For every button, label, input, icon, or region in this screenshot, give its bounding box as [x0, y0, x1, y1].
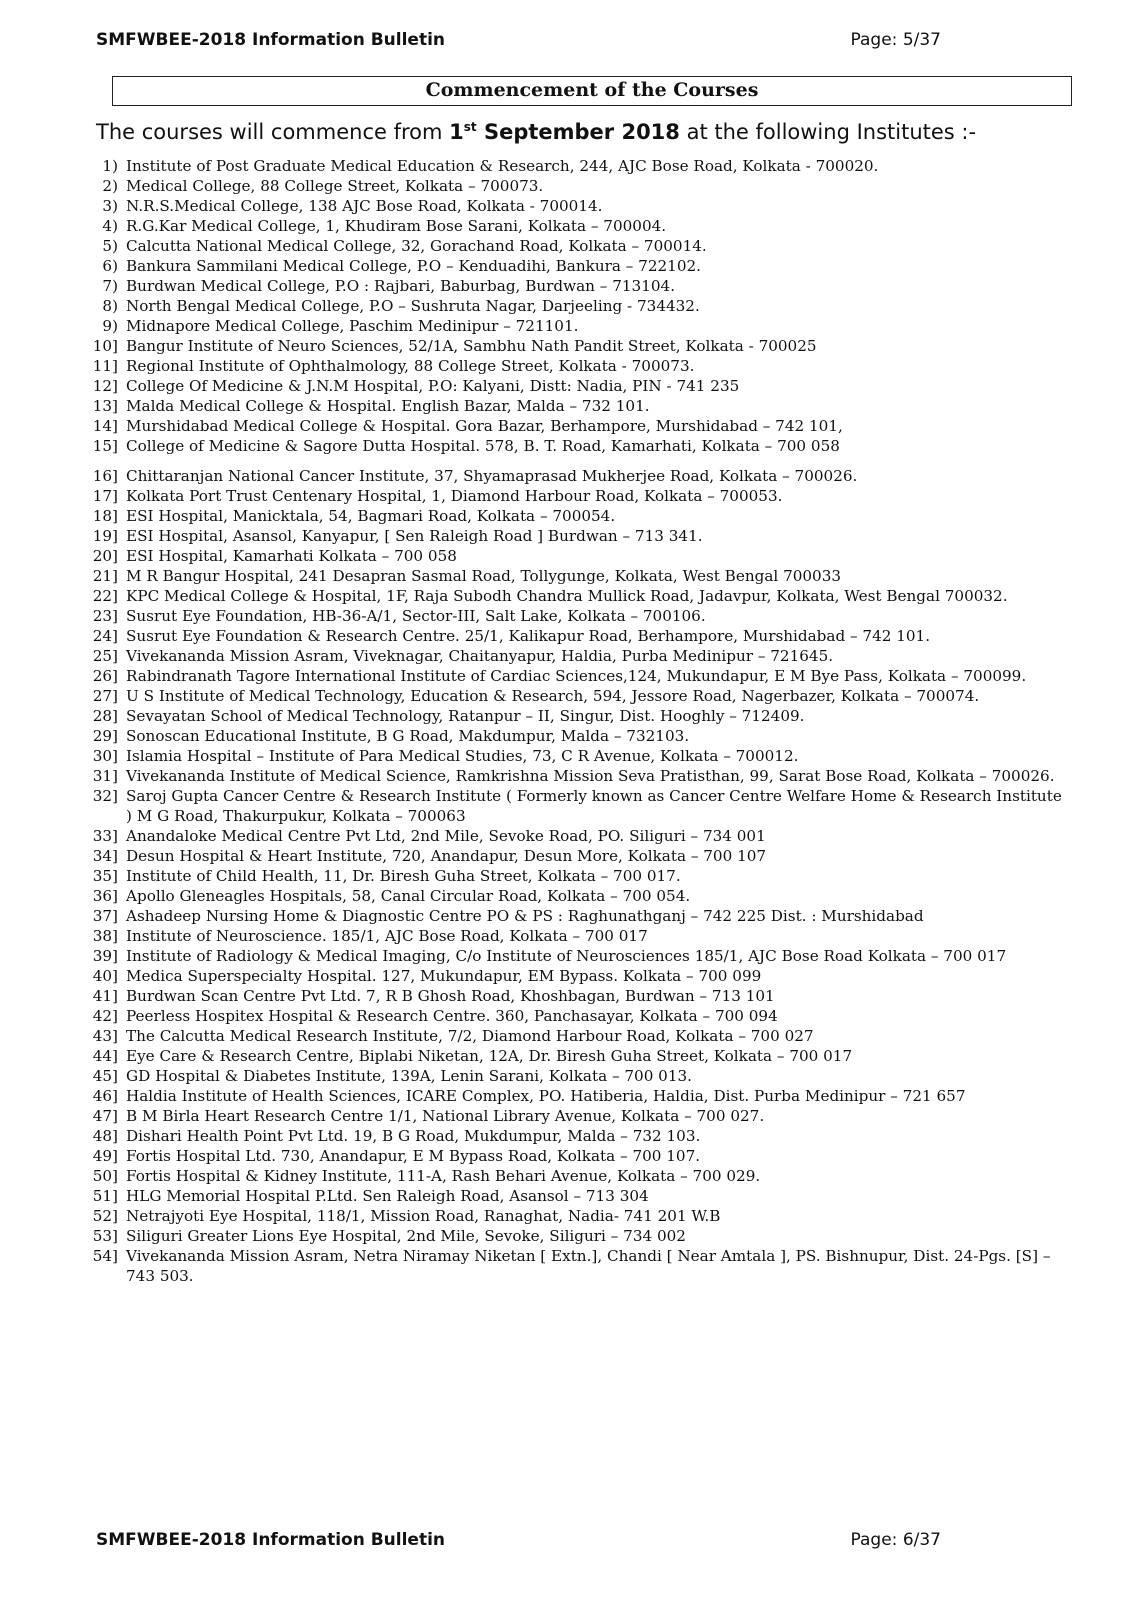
list-item-number: 4)	[102, 217, 118, 235]
list-item-text: Sonoscan Educational Institute, B G Road, Makdumpur, Malda – 732103.	[126, 727, 690, 745]
list-item-number: 12]	[92, 377, 118, 395]
list-item-number: 44]	[92, 1047, 118, 1065]
footer-page-number: Page: 6/37	[850, 1530, 941, 1550]
list-item-text: HLG Memorial Hospital P.Ltd. Sen Raleigh Road, Asansol – 713 304	[126, 1187, 649, 1205]
list-item	[82, 316, 1072, 336]
list-item-text: Institute of Child Health, 11, Dr. Biresh Guha Street, Kolkata – 700 017.	[126, 867, 681, 885]
list-item-text: Apollo Gleneagles Hospitals, 58, Canal Circular Road, Kolkata – 700 054.	[126, 887, 691, 905]
list-item-number: 3)	[102, 197, 118, 215]
list-item-text: Medica Superspecialty Hospital. 127, Mukundapur, EM Bypass. Kolkata – 700 099	[126, 967, 762, 985]
list-item-number: 13]	[92, 397, 118, 415]
list-item	[82, 926, 1072, 946]
list-item-text: Eye Care & Research Centre, Biplabi Niketan, 12A, Dr. Biresh Guha Street, Kolkata – 700 017	[126, 1047, 853, 1065]
list-item-text: Institute of Neuroscience. 185/1, AJC Bose Road, Kolkata – 700 017	[126, 927, 648, 945]
header-page-number: Page: 5/37	[850, 30, 941, 50]
list-item-text: Calcutta National Medical College, 32, Gorachand Road, Kolkata – 700014.	[126, 237, 707, 255]
list-item-text: Saroj Gupta Cancer Centre & Research Institute ( Formerly known as Cancer Centre Welfare Home & Research Institute ) M G Road, Thakurpukur, Kolkata – 700063	[126, 787, 1062, 825]
list-item-number: 23]	[92, 607, 118, 625]
list-item-text: Regional Institute of Ophthalmology, 88 College Street, Kolkata - 700073.	[126, 357, 695, 375]
list-item-text: M R Bangur Hospital, 241 Desapran Sasmal Road, Tollygunge, Kolkata, West Bengal 700033	[126, 567, 842, 585]
list-item-text: Murshidabad Medical College & Hospital. Gora Bazar, Berhampore, Murshidabad – 742 101,	[126, 417, 843, 435]
list-item-number: 25]	[92, 647, 118, 665]
list-item-number: 48]	[92, 1127, 118, 1145]
list-item-text: Kolkata Port Trust Centenary Hospital, 1, Diamond Harbour Road, Kolkata – 700053.	[126, 487, 783, 505]
list-item-number: 37]	[92, 907, 118, 925]
list-item	[82, 1186, 1072, 1206]
list-item-number: 26]	[92, 667, 118, 685]
intro-sentence	[96, 120, 976, 144]
list-item	[82, 1066, 1072, 1086]
list-item	[82, 746, 1072, 766]
intro-pre: The courses will commence from	[96, 120, 450, 144]
list-item	[82, 1206, 1072, 1226]
list-item-text: Vivekananda Mission Asram, Netra Niramay Niketan [ Extn.], Chandi [ Near Amtala ], PS. Bishnupur, Dist. 24-Pgs. [S] – 743 503.	[126, 1247, 1051, 1285]
list-item-number: 41]	[92, 987, 118, 1005]
list-item	[82, 1226, 1072, 1246]
list-item	[82, 686, 1072, 706]
list-item-text: Institute of Radiology & Medical Imaging, C/o Institute of Neurosciences 185/1, AJC Bose Road Kolkata – 700 017	[126, 947, 1007, 965]
list-item-number: 28]	[92, 707, 118, 725]
list-item-number: 5)	[102, 237, 118, 255]
list-item-text: Fortis Hospital Ltd. 730, Anandapur, E M Bypass Road, Kolkata – 700 107.	[126, 1147, 701, 1165]
list-item	[82, 526, 1072, 546]
list-item-number: 36]	[92, 887, 118, 905]
list-item-number: 47]	[92, 1107, 118, 1125]
list-item-text: Netrajyoti Eye Hospital, 118/1, Mission Road, Ranaghat, Nadia- 741 201 W.B	[126, 1207, 721, 1225]
list-item-number: 1)	[102, 157, 118, 175]
list-item-number: 15]	[92, 437, 118, 455]
list-item-number: 35]	[92, 867, 118, 885]
list-item-text: Desun Hospital & Heart Institute, 720, Anandapur, Desun More, Kolkata – 700 107	[126, 847, 767, 865]
list-item	[82, 236, 1072, 256]
list-item-number: 14]	[92, 417, 118, 435]
list-item	[82, 216, 1072, 236]
list-item	[82, 1146, 1072, 1166]
list-item-text: Susrut Eye Foundation & Research Centre. 25/1, Kalikapur Road, Berhampore, Murshidabad – 742 101.	[126, 627, 931, 645]
list-item-number: 2)	[102, 177, 118, 195]
list-item-number: 50]	[92, 1167, 118, 1185]
list-item-number: 19]	[92, 527, 118, 545]
list-item-number: 53]	[92, 1227, 118, 1245]
list-item	[82, 986, 1072, 1006]
list-item-text: Chittaranjan National Cancer Institute, 37, Shyamaprasad Mukherjee Road, Kolkata – 700026.	[126, 467, 858, 485]
intro-date: 1st September 2018	[449, 120, 680, 144]
list-item	[82, 1126, 1072, 1146]
list-item-text: ESI Hospital, Kamarhati Kolkata – 700 058	[126, 547, 457, 565]
list-item-number: 45]	[92, 1067, 118, 1085]
list-item-number: 32]	[92, 787, 118, 805]
list-item-number: 30]	[92, 747, 118, 765]
list-item-text: ESI Hospital, Asansol, Kanyapur, [ Sen Raleigh Road ] Burdwan – 713 341.	[126, 527, 703, 545]
list-item-text: College Of Medicine & J.N.M Hospital, P.O: Kalyani, Distt: Nadia, PIN - 741 235	[126, 377, 740, 395]
list-item-number: 16]	[92, 467, 118, 485]
intro-post: at the following Institutes :-	[679, 120, 977, 144]
list-item-number: 21]	[92, 567, 118, 585]
list-item	[82, 416, 1072, 436]
list-item-text: B M Birla Heart Research Centre 1/1, National Library Avenue, Kolkata – 700 027.	[126, 1107, 765, 1125]
list-item	[82, 276, 1072, 296]
list-item-number: 39]	[92, 947, 118, 965]
list-item-text: Bangur Institute of Neuro Sciences, 52/1A, Sambhu Nath Pandit Street, Kolkata - 700025	[126, 337, 817, 355]
list-item-text: GD Hospital & Diabetes Institute, 139A, Lenin Sarani, Kolkata – 700 013.	[126, 1067, 693, 1085]
list-item-text: Burdwan Scan Centre Pvt Ltd. 7, R B Ghosh Road, Khoshbagan, Burdwan – 713 101	[126, 987, 775, 1005]
list-item-text: Susrut Eye Foundation, HB-36-A/1, Sector-III, Salt Lake, Kolkata – 700106.	[126, 607, 706, 625]
list-item-number: 11]	[92, 357, 118, 375]
list-item-text: Dishari Health Point Pvt Ltd. 19, B G Road, Mukdumpur, Malda – 732 103.	[126, 1127, 701, 1145]
list-item-number: 17]	[92, 487, 118, 505]
list-item	[82, 1046, 1072, 1066]
list-item	[82, 396, 1072, 416]
list-item-text: N.R.S.Medical College, 138 AJC Bose Road, Kolkata - 700014.	[126, 197, 603, 215]
list-item	[82, 886, 1072, 906]
list-item	[82, 296, 1072, 316]
list-item-text: R.G.Kar Medical College, 1, Khudiram Bose Sarani, Kolkata – 700004.	[126, 217, 667, 235]
list-item	[82, 156, 1072, 176]
list-item-number: 31]	[92, 767, 118, 785]
list-item-text: Malda Medical College & Hospital. English Bazar, Malda – 732 101.	[126, 397, 650, 415]
list-item	[82, 766, 1072, 786]
list-item	[82, 646, 1072, 666]
list-item-text: Burdwan Medical College, P.O : Rajbari, Baburbag, Burdwan – 713104.	[126, 277, 676, 295]
list-item-text: Haldia Institute of Health Sciences, ICARE Complex, PO. Hatiberia, Haldia, Dist. Purba Medinipur – 721 657	[126, 1087, 966, 1105]
list-item-text: Vivekananda Mission Asram, Viveknagar, Chaitanyapur, Haldia, Purba Medinipur – 721645.	[126, 647, 834, 665]
list-item-text: North Bengal Medical College, P.O – Sushruta Nagar, Darjeeling - 734432.	[126, 297, 700, 315]
list-item-number: 6)	[102, 257, 118, 275]
list-item-text: Bankura Sammilani Medical College, P.O – Kenduadihi, Bankura – 722102.	[126, 257, 701, 275]
list-item	[82, 626, 1072, 646]
list-item-text: Fortis Hospital & Kidney Institute, 111-A, Rash Behari Avenue, Kolkata – 700 029.	[126, 1167, 761, 1185]
list-item	[82, 176, 1072, 196]
list-item-text: Islamia Hospital – Institute of Para Medical Studies, 73, C R Avenue, Kolkata – 700012.	[126, 747, 799, 765]
list-item	[82, 1246, 1072, 1286]
list-item-number: 38]	[92, 927, 118, 945]
list-item-number: 22]	[92, 587, 118, 605]
list-item-text: Vivekananda Institute of Medical Science, Ramkrishna Mission Seva Pratisthan, 99, Sarat Bose Road, Kolkata – 700026.	[126, 767, 1055, 785]
footer-title: SMFWBEE-2018 Information Bulletin	[96, 1530, 446, 1550]
list-item-text: ESI Hospital, Manicktala, 54, Bagmari Road, Kolkata – 700054.	[126, 507, 616, 525]
list-item	[82, 1086, 1072, 1106]
list-item-number: 42]	[92, 1007, 118, 1025]
list-item	[82, 866, 1072, 886]
list-item-text: Rabindranath Tagore International Institute of Cardiac Sciences,124, Mukundapur, E M Bye Pass, Kolkata – 700099.	[126, 667, 1027, 685]
institute-list	[82, 156, 1072, 1286]
list-item-number: 20]	[92, 547, 118, 565]
list-item	[82, 1026, 1072, 1046]
list-item-number: 10]	[92, 337, 118, 355]
list-item-number: 52]	[92, 1207, 118, 1225]
list-item	[82, 436, 1072, 456]
list-item-number: 9)	[102, 317, 118, 335]
list-spacer	[82, 456, 1072, 466]
list-item-text: Ashadeep Nursing Home & Diagnostic Centre PO & PS : Raghunathganj – 742 225 Dist. : Murshidabad	[126, 907, 924, 925]
list-item	[82, 356, 1072, 376]
list-item-text: KPC Medical College & Hospital, 1F, Raja Subodh Chandra Mullick Road, Jadavpur, Kolkata, West Bengal 700032.	[126, 587, 1008, 605]
list-item-text: College of Medicine & Sagore Dutta Hospital. 578, B. T. Road, Kamarhati, Kolkata – 700 058	[126, 437, 840, 455]
list-item	[82, 566, 1072, 586]
list-item	[82, 966, 1072, 986]
list-item-number: 8)	[102, 297, 118, 315]
list-item-number: 24]	[92, 627, 118, 645]
section-banner: Commencement of the Courses	[112, 76, 1072, 106]
list-item	[82, 336, 1072, 356]
list-item-text: Siliguri Greater Lions Eye Hospital, 2nd Mile, Sevoke, Siliguri – 734 002	[126, 1227, 686, 1245]
list-item-text: Peerless Hospitex Hospital & Research Centre. 360, Panchasayar, Kolkata – 700 094	[126, 1007, 778, 1025]
list-item-number: 18]	[92, 507, 118, 525]
list-item-text: Institute of Post Graduate Medical Education & Research, 244, AJC Bose Road, Kolkata - 700020.	[126, 157, 879, 175]
list-item-number: 54]	[92, 1247, 118, 1265]
list-item	[82, 1006, 1072, 1026]
list-item	[82, 666, 1072, 686]
list-item	[82, 906, 1072, 926]
list-item-number: 40]	[92, 967, 118, 985]
list-item	[82, 786, 1072, 826]
list-item	[82, 726, 1072, 746]
list-item-text: U S Institute of Medical Technology, Education & Research, 594, Jessore Road, Nagerbazer, Kolkata – 700074.	[126, 687, 980, 705]
list-item	[82, 586, 1072, 606]
list-item	[82, 826, 1072, 846]
list-item-text: The Calcutta Medical Research Institute, 7/2, Diamond Harbour Road, Kolkata – 700 027	[126, 1027, 814, 1045]
list-item-number: 46]	[92, 1087, 118, 1105]
list-item	[82, 706, 1072, 726]
list-item	[82, 196, 1072, 216]
list-item	[82, 376, 1072, 396]
header-title: SMFWBEE-2018 Information Bulletin	[96, 30, 446, 50]
list-item	[82, 466, 1072, 486]
list-item-number: 7)	[102, 277, 118, 295]
list-item-number: 27]	[92, 687, 118, 705]
list-item-number: 51]	[92, 1187, 118, 1205]
list-item-number: 49]	[92, 1147, 118, 1165]
list-item	[82, 1106, 1072, 1126]
list-item-number: 34]	[92, 847, 118, 865]
list-item-text: Anandaloke Medical Centre Pvt Ltd, 2nd Mile, Sevoke Road, PO. Siliguri – 734 001	[126, 827, 766, 845]
list-item	[82, 546, 1072, 566]
list-item-text: Midnapore Medical College, Paschim Medinipur – 721101.	[126, 317, 579, 335]
list-item-text: Medical College, 88 College Street, Kolkata – 700073.	[126, 177, 544, 195]
list-item-number: 33]	[92, 827, 118, 845]
list-item	[82, 606, 1072, 626]
list-item-text: Sevayatan School of Medical Technology, Ratanpur – II, Singur, Dist. Hooghly – 712409.	[126, 707, 805, 725]
list-item	[82, 256, 1072, 276]
list-item	[82, 506, 1072, 526]
list-item-number: 43]	[92, 1027, 118, 1045]
list-item	[82, 1166, 1072, 1186]
list-item	[82, 946, 1072, 966]
list-item	[82, 846, 1072, 866]
list-item-number: 29]	[92, 727, 118, 745]
list-item	[82, 486, 1072, 506]
